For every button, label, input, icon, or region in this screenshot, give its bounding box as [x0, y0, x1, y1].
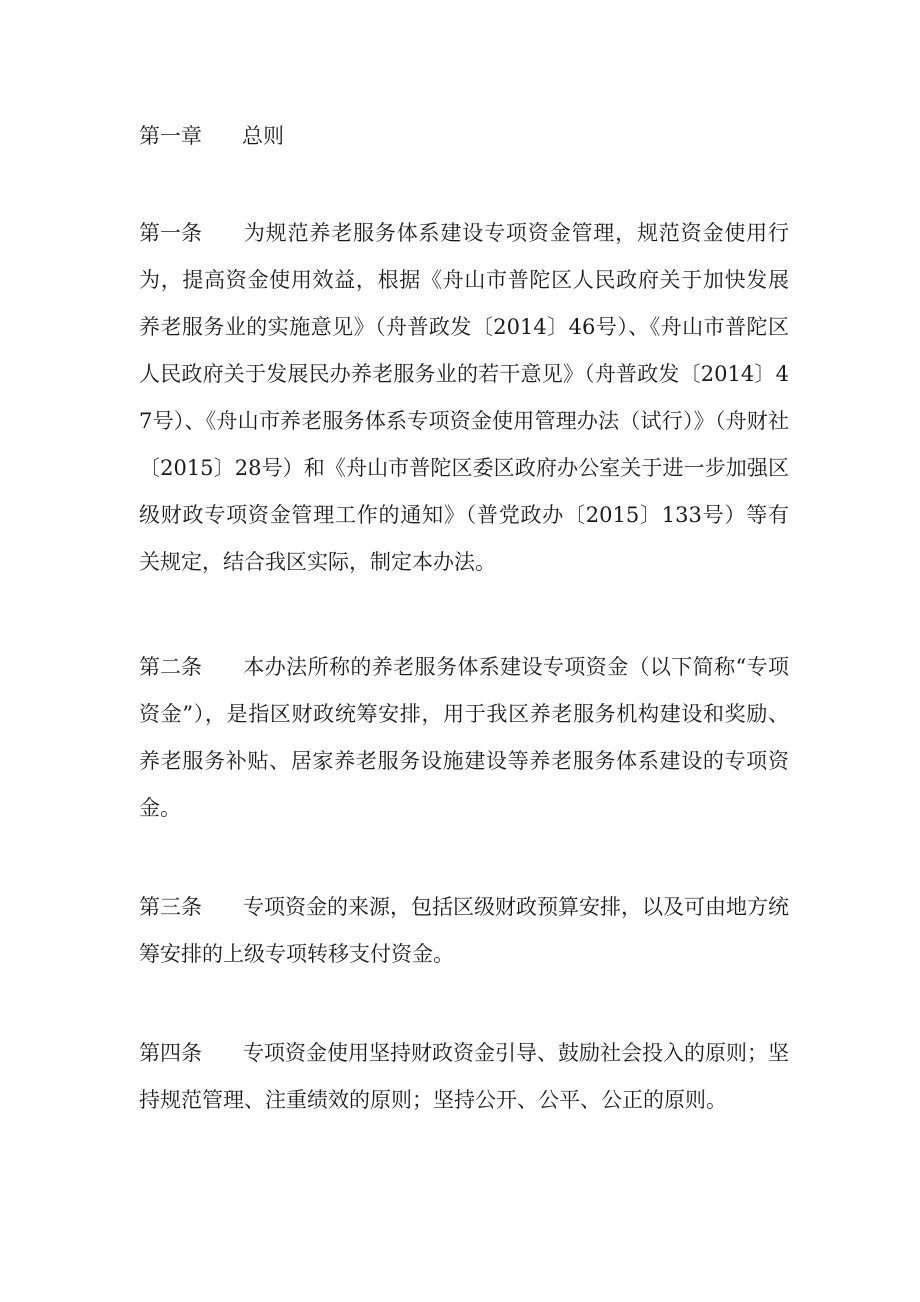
article-number: 第二条 [139, 655, 202, 679]
article-4 [139, 1030, 789, 1124]
chapter-heading [139, 120, 284, 152]
chapter-number: 第一章 [139, 124, 202, 148]
article-3 [139, 884, 789, 978]
article-2 [139, 644, 789, 832]
article-1 [139, 210, 789, 586]
article-text: 本办法所称的养老服务体系建设专项资金（以下简称“专项资金”），是指区财政统筹安排，用于我区养老服务机构建设和奖励、养老服务补贴、居家养老服务设施建设等养老服务体系建设的专项资金。 [139, 655, 789, 820]
article-text: 专项资金的来源，包括区级财政预算安排，以及可由地方统筹安排的上级专项转移支付资金。 [139, 895, 789, 966]
article-number: 第四条 [139, 1041, 202, 1065]
chapter-title: 总则 [242, 124, 284, 148]
article-number: 第三条 [139, 895, 202, 919]
article-text: 专项资金使用坚持财政资金引导、鼓励社会投入的原则；坚持规范管理、注重绩效的原则；坚持公开、公平、公正的原则。 [139, 1041, 789, 1112]
article-text: 为规范养老服务体系建设专项资金管理，规范资金使用行为，提高资金使用效益，根据《舟山市普陀区人民政府关于加快发展养老服务业的实施意见》（舟普政发〔2014〕46号）、《舟山市普陀区人民政府关于发展民办养老服务业的若干意见》（舟普政发〔2014〕47号）、《舟山市养老服务体系专项资金使用管理办法（试行）》（舟财社〔2015〕28号）和《舟山市普陀区委区政府办公室关于进一步加强区级财政专项资金管理工作的通知》（普党政办〔2015〕133号）等有关规定，结合我区实际，制定本办法。 [139, 221, 789, 574]
article-number: 第一条 [139, 221, 202, 245]
